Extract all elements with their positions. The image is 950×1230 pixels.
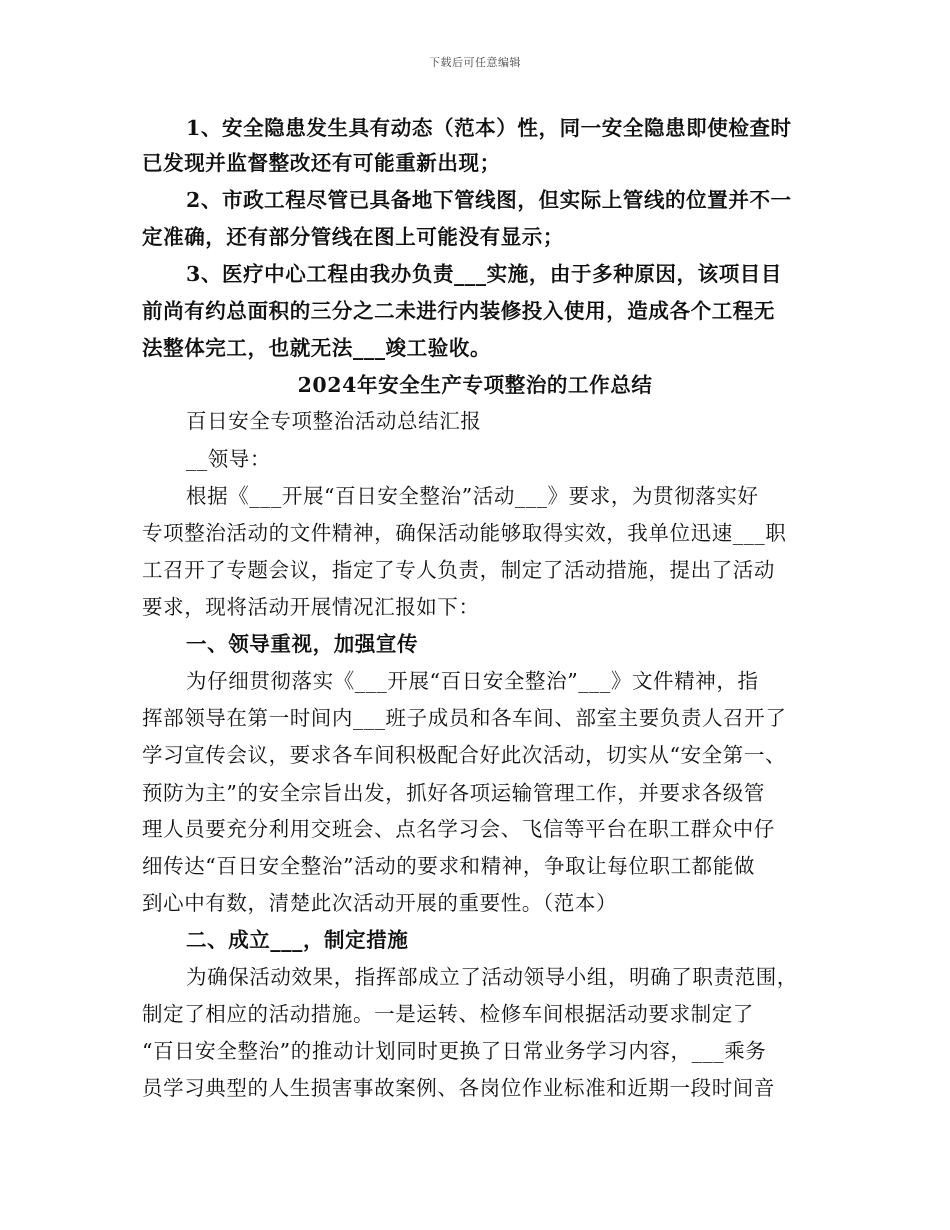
body-line: 预防为主”的安全宗旨出发，抓好各项运输管理工作，并要求各级管 — [142, 781, 765, 805]
body-line: 2、市政工程尽管已具备地下管线图，但实际上管线的位置并不一 — [186, 188, 792, 212]
body-line: 为确保活动效果，指挥部成立了活动领导小组，明确了职责范围， — [186, 965, 798, 989]
body-line: 员学习典型的人生损害事故案例、各岗位作业标准和近期一段时间音 — [142, 1076, 775, 1100]
body-line: 已发现并监督整改还有可能重新出现； — [142, 151, 501, 175]
body-line: “百日安全整治”的推动计划同时更换了日常业务学习内容，___乘务 — [142, 1039, 767, 1063]
heading-two: 二、成立___，制定措施 — [186, 928, 409, 952]
body-line: 法整体完工，也就无法___竣工验收。 — [142, 336, 492, 360]
body-line: 理人员要充分利用交班会、点名学习会、飞信等平台在职工群众中仔 — [142, 817, 775, 841]
body-line: 定准确，还有部分管线在图上可能没有显示； — [142, 225, 564, 249]
body-line: 3、医疗中心工程由我办负责___实施，由于多种原因，该项目目 — [186, 262, 783, 286]
body-line: 学习宣传会议，要求各车间积极配合好此次活动，切实从“安全第一、 — [142, 743, 787, 767]
section-title: 2024年安全生产专项整治的工作总结 — [297, 373, 653, 397]
body-line: 为仔细贯彻落实《___开展“百日安全整治”___》文件精神，指 — [186, 669, 759, 693]
body-line: 挥部领导在第一时间内___班子成员和各车间、部室主要负责人召开了 — [142, 706, 787, 730]
body-line: 根据《___开展“百日安全整治”活动___》要求，为贯彻落实好 — [186, 484, 759, 508]
body-line: 1、安全隐患发生具有动态（范本）性，同一安全隐患即使检查时 — [186, 116, 792, 140]
body-line: 工召开了专题会议，指定了专人负责，制定了活动措施，提出了活动 — [142, 558, 775, 582]
body-line: 细传达“百日安全整治”活动的要求和精神，争取让每位职工都能做 — [142, 854, 755, 878]
subtitle: 百日安全专项整治活动总结汇报 — [186, 409, 482, 433]
body-line: 专项整治活动的文件精神，确保活动能够取得实效，我单位迅速___职 — [142, 521, 787, 545]
header-note: 下载后可任意编辑 — [429, 56, 521, 69]
body-line: 制定了相应的活动措施。一是运转、检修车间根据活动要求制定了 — [142, 1002, 754, 1026]
body-line: 到心中有数，清楚此次活动开展的重要性。（范本） — [142, 891, 618, 915]
heading-one: 一、领导重视，加强宣传 — [186, 632, 419, 656]
body-line: 要求，现将活动开展情况汇报如下： — [142, 595, 480, 619]
body-line: 前尚有约总面积的三分之二未进行内装修投入使用，造成各个工程无 — [142, 299, 775, 323]
salutation: __领导： — [186, 447, 271, 471]
